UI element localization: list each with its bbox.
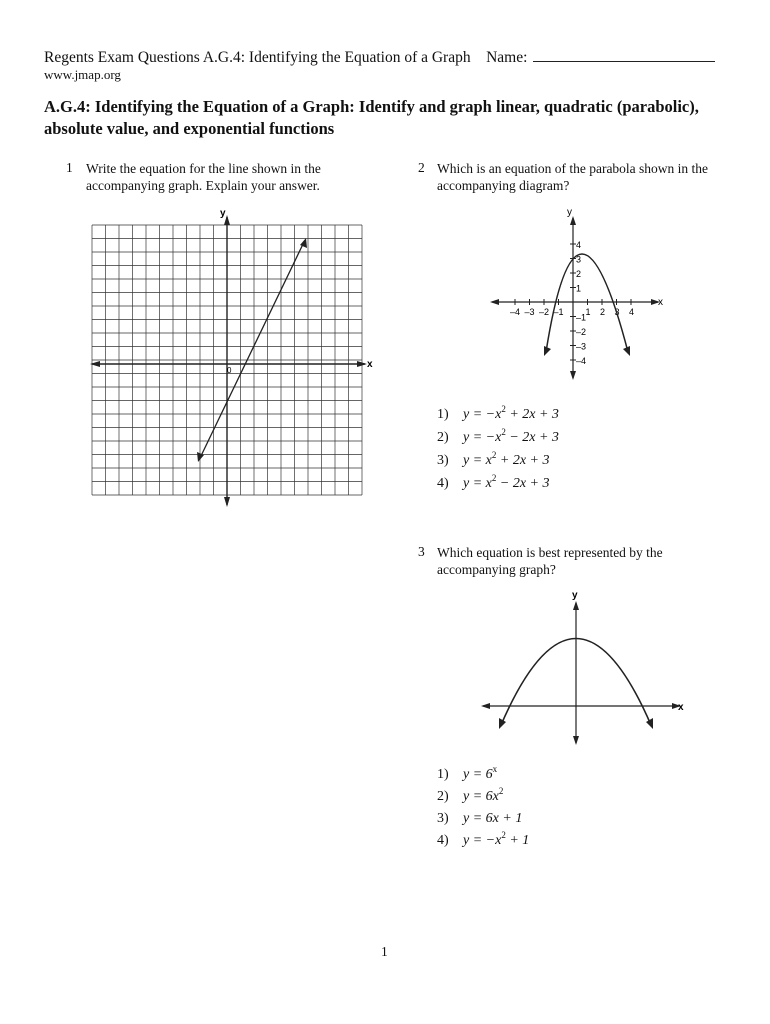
- x-axis-label: x: [658, 297, 663, 308]
- header-title: Regents Exam Questions A.G.4: Identifying the Equation of a Graph: [44, 49, 471, 66]
- choice-1: 1) $y = 6^x$: [437, 764, 498, 782]
- x-tick-label: –2: [539, 307, 550, 317]
- x-tick-label: 4: [629, 307, 635, 317]
- page-number: 1: [381, 944, 388, 959]
- y-tick-label: –4: [576, 356, 587, 366]
- x-tick-label: –1: [553, 307, 564, 317]
- origin-label: 0: [227, 366, 232, 375]
- question-1-line-graph: [80, 205, 380, 510]
- choice-4: 4) $y = x^2 - 2x + 3$: [437, 473, 550, 491]
- x-axis-arrow-left-icon: [490, 299, 499, 305]
- choice-3: 3) $y = x^2 + 2x + 3$: [437, 450, 550, 468]
- y-tick-label: –1: [576, 312, 587, 323]
- x-axis-arrow-left-icon: [481, 703, 490, 709]
- y-axis-arrow-down-icon: [573, 736, 579, 745]
- page-title: A.G.4: Identifying the Equation of a Graph: Identify and graph linear, quadratic (parabolic), absolute value, and exponential functions: [44, 97, 699, 138]
- question-3-text: Which equation is best represented by the accompanying graph?: [437, 545, 663, 577]
- choice-2: 2) $y = 6x^2$: [437, 786, 504, 804]
- x-tick-label: –3: [524, 307, 535, 317]
- y-tick-label: 1: [576, 283, 582, 294]
- x-tick-label: 1: [585, 307, 591, 317]
- y-tick-label: –2: [576, 327, 587, 337]
- question-1-text: Write the equation for the line shown in the accompanying graph. Explain your answer.: [86, 161, 321, 193]
- x-axis-arrow-left-icon: [90, 361, 100, 367]
- axis-ticks: [510, 240, 634, 366]
- choice-2: 2) $y = -x^2 - 2x + 3$: [437, 427, 559, 445]
- y-tick-label: –3: [576, 341, 587, 352]
- question-2-parabola-graph: [480, 200, 680, 390]
- graphed-line: [200, 242, 304, 458]
- choice-1: 1) $y = -x^2 + 2x + 3$: [437, 404, 559, 422]
- y-tick-label: 2: [576, 269, 582, 279]
- question-3-number: 3: [418, 544, 425, 559]
- line-arrow-down-icon: [197, 452, 204, 462]
- x-tick-label: –4: [510, 307, 521, 317]
- question-1-number: 1: [66, 160, 73, 175]
- y-axis-arrow-down-icon: [570, 371, 576, 380]
- choice-3: 3) y = 6x + 1: [437, 811, 523, 826]
- y-axis-label: y: [572, 590, 578, 601]
- line-arrow-up-icon: [300, 238, 307, 248]
- name-blank-line: [533, 47, 715, 62]
- choice-4: 4) $y = -x^2 + 1$: [437, 830, 530, 848]
- question-3-choices: [437, 764, 529, 849]
- question-2-text: Which is an equation of the parabola shown in the accompanying diagram?: [437, 161, 709, 193]
- website-url: www.jmap.org: [44, 67, 121, 82]
- y-axis-label: y: [567, 207, 572, 218]
- y-axis-arrow-up-icon: [573, 601, 579, 610]
- x-tick-label: 3: [614, 307, 620, 317]
- question-2-choices: [437, 404, 559, 492]
- name-label: Name:: [486, 49, 528, 66]
- y-axis-label: y: [220, 208, 226, 219]
- question-2-number: 2: [418, 160, 425, 175]
- x-axis-label: x: [678, 702, 684, 713]
- y-axis-arrow-down-icon: [224, 497, 230, 507]
- y-tick-label: 3: [576, 254, 582, 265]
- x-tick-label: 2: [600, 307, 606, 317]
- curve-arrow-left-icon: [544, 346, 551, 356]
- y-tick-label: 4: [576, 240, 582, 250]
- question-3-parabola-graph: [475, 585, 690, 750]
- x-axis-label: x: [367, 359, 373, 370]
- document-header: [44, 47, 715, 67]
- curve-arrow-right-icon: [623, 346, 630, 356]
